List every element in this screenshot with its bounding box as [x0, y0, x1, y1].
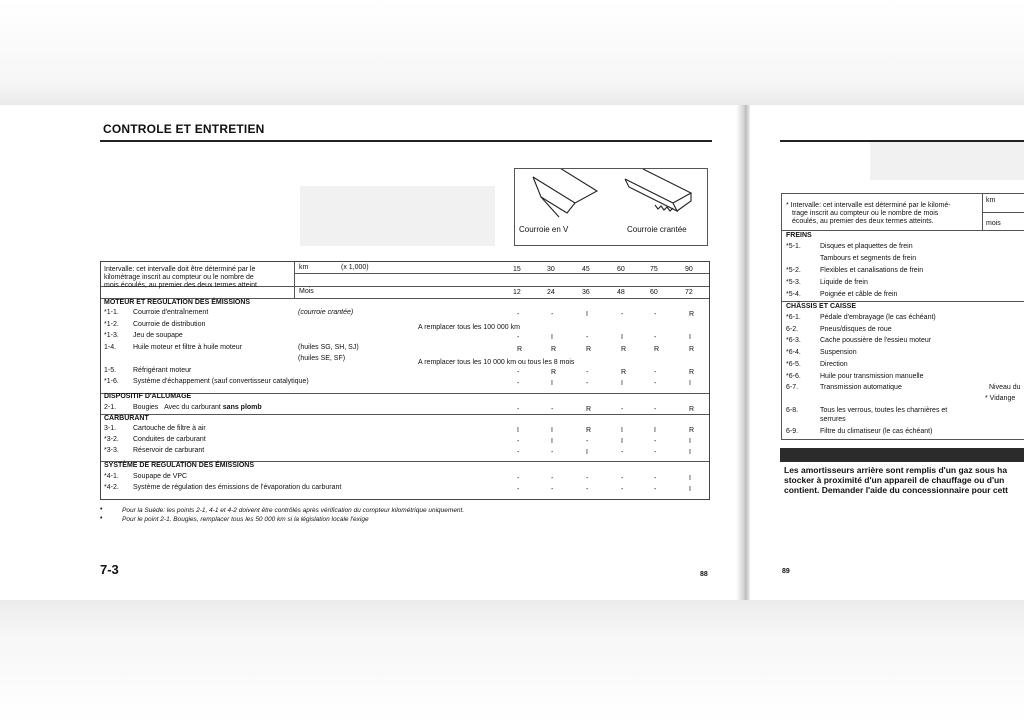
section-heading: MOTEUR ET REGULATION DES ÉMISSIONS: [104, 299, 251, 306]
page-title: CONTROLE ET ENTRETIEN: [103, 122, 265, 136]
interval-mark: R: [689, 368, 695, 376]
interval-mark: -: [586, 380, 589, 387]
month-value: 60: [650, 289, 658, 296]
interval-mark: -: [654, 475, 657, 482]
interval-mark: I: [621, 438, 623, 445]
interval-mark: R: [621, 368, 627, 376]
interval-intro-line: mois écoulés, au premier des deux termes atteint.: [104, 282, 259, 289]
row-code: *6-6.: [786, 372, 801, 380]
table-divider: [782, 301, 1024, 302]
interval-mark: R: [586, 406, 592, 413]
row-item: Bougies Avec du carburant sans plomb: [133, 404, 262, 411]
page-number-left: 88: [700, 571, 708, 578]
km-value: 30: [547, 266, 555, 273]
interval-mark: -: [621, 475, 624, 482]
row-code: 6-9.: [786, 428, 799, 435]
show-through-shading: [870, 140, 1024, 180]
book-gutter: [736, 105, 750, 600]
distribution-belt-note: A remplacer tous les 100 000 km: [418, 324, 520, 331]
month-value: 48: [617, 289, 625, 296]
oil-change-note: A remplacer tous les 10 000 km ou tous les 8 mois: [418, 359, 575, 366]
interval-mark: -: [654, 380, 657, 387]
interval-mark: R: [586, 345, 592, 353]
row-code: *6-4.: [786, 349, 801, 357]
table-divider: [782, 230, 1024, 231]
interval-mark: R: [621, 345, 627, 353]
row-item: Pédale d'embrayage (le cas échéant): [820, 314, 936, 321]
row-code: 1-4.: [104, 343, 117, 351]
row-item: serrures: [820, 416, 846, 423]
km-value: 90: [685, 266, 693, 273]
interval-intro-line: écoulés, au premier des deux termes atteints.: [792, 218, 934, 225]
table-divider: [294, 262, 295, 298]
interval-mark: -: [586, 368, 589, 376]
row-item: Huile pour transmission manuelle: [820, 372, 924, 380]
month-value: 24: [547, 289, 555, 296]
transmission-change-note: * Vidange: [985, 395, 1016, 402]
row-code: *3-2.: [104, 436, 119, 443]
interval-mark: -: [517, 406, 520, 413]
km-header: km: [299, 264, 309, 271]
row-item: Tous les verrous, toutes les charnières et: [820, 407, 948, 414]
footnote-bullet: •: [100, 506, 103, 513]
month-value: 12: [513, 289, 521, 296]
table-divider: [982, 212, 1024, 213]
section-heading: FREINS: [786, 232, 812, 239]
interval-mark: -: [621, 311, 624, 318]
interval-mark: -: [586, 438, 589, 445]
scan-background-top: [0, 0, 1024, 105]
interval-mark: I: [689, 486, 691, 493]
interval-mark: R: [689, 406, 695, 413]
row-code: *1-1.: [104, 309, 119, 316]
row-item: Tambours et segments de frein: [820, 255, 917, 262]
row-item: Courroie d'entraînement: [133, 309, 209, 316]
row-item: Système de régulation des émissions de l'évaporation du carburant: [133, 484, 342, 491]
footnote: Pour la Suède: les points 2-1, 4-1 et 4-2 doivent être contrôlés après vérification du compteur kilométrique uniquement.: [122, 507, 465, 514]
row-item: Transmission automatique: [820, 384, 902, 392]
interval-mark: -: [551, 406, 554, 413]
interval-mark: R: [551, 345, 557, 353]
km-value: 45: [582, 266, 590, 273]
month-value: 36: [582, 289, 590, 296]
interval-mark: I: [551, 334, 553, 341]
interval-mark: -: [621, 449, 624, 456]
section-heading: CHÂSSIS ET CAISSE: [786, 303, 857, 310]
row-code: *5-2.: [786, 267, 801, 274]
toothed-belt-label: Courroie crantée: [627, 225, 687, 234]
interval-mark: -: [517, 311, 520, 318]
row-item: Cartouche de filtre à air: [133, 425, 206, 432]
interval-mark: I: [551, 380, 553, 387]
interval-mark: R: [689, 345, 695, 353]
interval-mark: -: [586, 334, 589, 341]
row-item: Filtre du climatiseur (le cas échéant): [820, 428, 933, 435]
show-through-shading: [300, 186, 495, 246]
row-code: 2-1.: [104, 404, 117, 411]
row-code: *6-3.: [786, 337, 801, 345]
row-code: *5-3.: [786, 279, 801, 286]
row-item: Disques et plaquettes de frein: [820, 243, 913, 250]
warning-line: contient. Demander l'aide du concessionnaire pour cett: [784, 485, 1009, 495]
interval-mark: I: [654, 427, 656, 434]
interval-mark: -: [654, 406, 657, 413]
row-note: (huiles SE, SF): [298, 355, 346, 362]
row-item: Courroie de distribution: [133, 320, 206, 328]
month-value: 72: [685, 289, 693, 296]
interval-mark: -: [654, 438, 657, 445]
title-rule: [100, 140, 712, 142]
interval-mark: R: [517, 345, 523, 353]
row-code: *4-2.: [104, 484, 119, 491]
row-note: (courroie crantée): [298, 309, 354, 316]
section-heading: CARBURANT: [104, 415, 149, 422]
row-code: *1-6.: [104, 378, 119, 385]
row-code: *6-1.: [786, 314, 801, 321]
interval-mark: I: [621, 427, 623, 434]
interval-mark: -: [654, 486, 657, 493]
row-item: Réservoir de carburant: [133, 447, 205, 454]
warning-line: Les amortisseurs arrière sont remplis d'un gaz sous ha: [784, 465, 1008, 475]
interval-mark: I: [689, 380, 691, 387]
row-item: Poignée et câble de frein: [820, 291, 898, 298]
interval-mark: R: [586, 427, 592, 434]
title-rule: [780, 140, 1024, 142]
page-number-right: 89: [782, 568, 790, 575]
month-header: Mois: [299, 288, 314, 295]
interval-intro-line: trage inscrit au compteur ou le nombre de mois: [792, 210, 939, 217]
km-unit: (x 1,000): [341, 264, 369, 271]
interval-mark: I: [689, 438, 691, 445]
row-code: 3-1.: [104, 425, 117, 432]
interval-mark: R: [689, 311, 695, 318]
interval-mark: -: [517, 380, 520, 387]
scan-background-bottom: [0, 600, 1024, 724]
table-divider: [101, 414, 709, 415]
interval-mark: -: [551, 449, 554, 456]
belt-figure: [514, 168, 708, 246]
interval-mark: I: [586, 311, 588, 318]
row-code: *4-1.: [104, 473, 119, 480]
interval-mark: -: [517, 334, 520, 341]
row-code: *3-3.: [104, 447, 119, 454]
footnote: Pour le point 2-1. Bougies, remplacer tous les 50 000 km si la législation locale l'exige: [122, 516, 369, 523]
interval-mark: -: [551, 475, 554, 482]
row-code: *5-4.: [786, 291, 801, 298]
interval-mark: -: [654, 368, 657, 376]
interval-mark: I: [689, 334, 691, 341]
table-divider: [101, 393, 709, 394]
row-item: Soupape de VPC: [133, 473, 188, 480]
footnote-bullet: •: [100, 515, 103, 522]
interval-mark: I: [689, 449, 691, 456]
row-code: *1-2.: [104, 320, 119, 328]
interval-mark: R: [551, 368, 557, 376]
interval-mark: I: [551, 438, 553, 445]
row-item: Système d'échappement (sauf convertisseur catalytique): [133, 378, 309, 385]
interval-intro-line: kilométrage inscrit au compteur ou le nombre de: [104, 274, 254, 281]
row-code: 6-2.: [786, 325, 799, 333]
section-heading: DISPOSITIF D'ALLUMAGE: [104, 393, 192, 400]
row-item: Pneus/disques de roue: [820, 325, 892, 333]
km-value: 75: [650, 266, 658, 273]
interval-mark: -: [517, 368, 520, 376]
interval-mark: -: [621, 486, 624, 493]
row-item: Jeu de soupape: [133, 332, 183, 339]
interval-mark: -: [551, 486, 554, 493]
interval-mark: I: [551, 427, 553, 434]
interval-mark: I: [621, 334, 623, 341]
interval-mark: I: [621, 380, 623, 387]
row-item: Réfrigérant moteur: [133, 366, 192, 374]
interval-mark: I: [517, 427, 519, 434]
month-header: mois: [986, 220, 1001, 227]
interval-intro-line: * Intervalle: cet intervalle est déterminé par le kilomé-: [786, 202, 951, 209]
warning-text: [784, 465, 1024, 495]
interval-mark: R: [689, 427, 695, 434]
interval-mark: R: [654, 345, 660, 353]
table-divider: [294, 273, 709, 274]
section-number: 7-3: [100, 562, 119, 577]
warning-header-bar: [780, 448, 1024, 462]
interval-mark: -: [654, 334, 657, 341]
row-item: Cache poussière de l'essieu moteur: [820, 337, 932, 345]
row-note: (huiles SG, SH, SJ): [298, 343, 359, 351]
row-code: 6-7.: [786, 384, 799, 392]
row-code: *1-3.: [104, 332, 119, 339]
row-item: Suspension: [820, 349, 857, 357]
maintenance-schedule-table: [100, 261, 710, 500]
interval-mark: I: [586, 449, 588, 456]
interval-mark: -: [517, 438, 520, 445]
interval-mark: -: [517, 449, 520, 456]
row-code: 1-5.: [104, 366, 117, 374]
row-item: Conduites de carburant: [133, 436, 206, 443]
interval-mark: -: [621, 406, 624, 413]
row-code: *6-5.: [786, 360, 801, 368]
interval-mark: I: [689, 475, 691, 482]
row-item: Flexibles et canalisations de frein: [820, 267, 924, 274]
warning-line: stocker à proximité d'un appareil de chauffage ou d'un: [784, 475, 1005, 485]
interval-mark: -: [654, 311, 657, 318]
km-value: 15: [513, 266, 521, 273]
row-item: Liquide de frein: [820, 279, 868, 286]
interval-mark: -: [586, 486, 589, 493]
km-header: km: [986, 197, 996, 204]
row-item: Direction: [820, 360, 848, 368]
section-heading: SYSTÈME DE REGULATION DES ÉMISSIONS: [104, 462, 255, 469]
interval-mark: -: [654, 449, 657, 456]
interval-mark: -: [586, 475, 589, 482]
brake-chassis-table: [781, 193, 1024, 440]
v-belt-label: Courroie en V: [519, 225, 569, 234]
row-code: 6-8.: [786, 407, 799, 414]
interval-intro-line: Intervalle: cet intervalle doit être déterminé par le: [104, 266, 256, 273]
km-value: 60: [617, 266, 625, 273]
row-code: *5-1.: [786, 243, 801, 250]
interval-mark: -: [517, 475, 520, 482]
row-item: Huile moteur et filtre à huile moteur: [133, 343, 242, 351]
interval-mark: -: [551, 311, 554, 318]
transmission-level-note: Niveau du: [989, 384, 1021, 391]
interval-mark: -: [517, 486, 520, 493]
